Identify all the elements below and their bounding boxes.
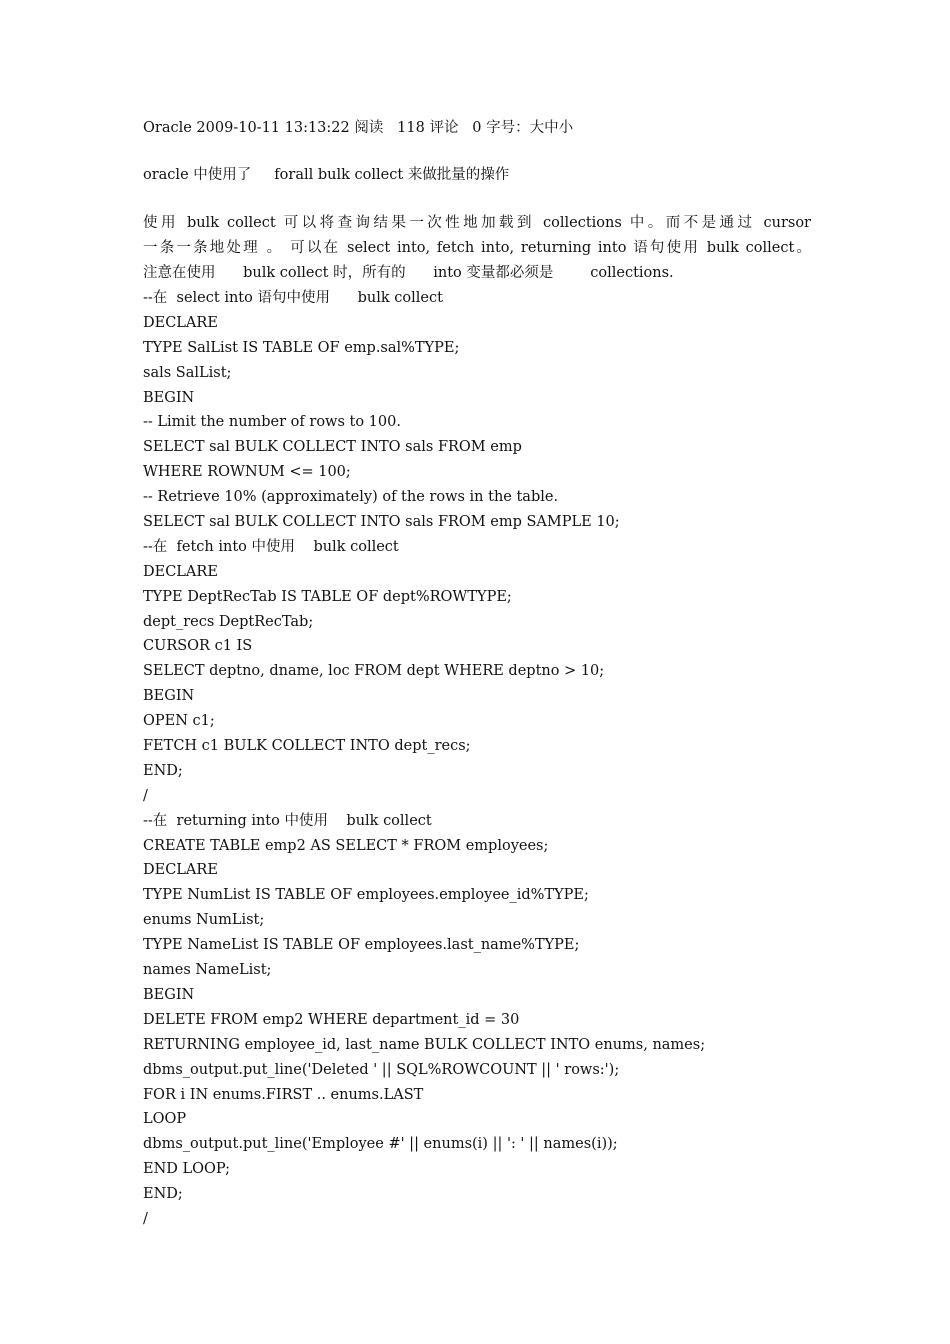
code-line: names NameList;	[143, 962, 272, 979]
intro-line: 一条一条地处理 。 可以在 select into, fetch into, returning into 语句使用 bulk collect。	[143, 240, 811, 256]
code-line: END;	[143, 762, 183, 779]
code-line: /	[143, 1210, 148, 1227]
code-line: sals SalList;	[143, 364, 232, 381]
code-line: CURSOR c1 IS	[143, 638, 253, 655]
code-line: TYPE NameList IS TABLE OF employees.last_name%TYPE;	[143, 937, 580, 954]
code-line: WHERE ROWNUM <= 100;	[143, 464, 351, 481]
code-line: --在 returning into 中使用 bulk collect	[143, 812, 432, 829]
code-line: -- Retrieve 10% (approximately) of the rows in the table.	[143, 489, 559, 506]
code-line: TYPE NumList IS TABLE OF employees.employee_id%TYPE;	[143, 887, 589, 904]
code-line: LOOP	[143, 1111, 187, 1128]
code-line: FETCH c1 BULK COLLECT INTO dept_recs;	[143, 738, 471, 755]
code-line: SELECT sal BULK COLLECT INTO sals FROM emp	[143, 439, 522, 456]
code-line: dbms_output.put_line('Employee #' || enums(i) || ': ' || names(i));	[143, 1136, 618, 1153]
code-line: BEGIN	[143, 389, 195, 406]
code-line: OPEN c1;	[143, 713, 215, 730]
code-block	[143, 286, 705, 1232]
code-line: TYPE SalList IS TABLE OF emp.sal%TYPE;	[143, 339, 460, 356]
code-line: DELETE FROM emp2 WHERE department_id = 30	[143, 1011, 520, 1028]
code-line: BEGIN	[143, 986, 195, 1003]
code-line: dept_recs DeptRecTab;	[143, 613, 314, 630]
intro-line: 使用 bulk collect 可以将查询结果一次性地加载到 collections 中。而不是通过 cursor	[143, 215, 811, 231]
code-line: dbms_output.put_line('Deleted ' || SQL%ROWCOUNT || ' rows:');	[143, 1061, 620, 1078]
code-line: END LOOP;	[143, 1161, 231, 1178]
code-line: SELECT deptno, dname, loc FROM dept WHERE deptno > 10;	[143, 663, 605, 680]
code-line: -- Limit the number of rows to 100.	[143, 414, 401, 431]
post-meta-line: Oracle 2009-10-11 13:13:22 阅读 118 评论 0 字号：大中小	[143, 120, 574, 136]
code-line: enums NumList;	[143, 912, 265, 929]
code-line: CREATE TABLE emp2 AS SELECT * FROM employees;	[143, 837, 549, 854]
code-line: TYPE DeptRecTab IS TABLE OF dept%ROWTYPE;	[143, 588, 512, 605]
code-line: --在 fetch into 中使用 bulk collect	[143, 538, 399, 555]
intro-line: 注意在使用 bulk collect 时，所有的 into 变量都必须是 collections.	[143, 265, 674, 281]
code-line: DECLARE	[143, 314, 218, 331]
code-line: /	[143, 787, 148, 804]
code-line: DECLARE	[143, 563, 218, 580]
code-line: RETURNING employee_id, last_name BULK COLLECT INTO enums, names;	[143, 1036, 706, 1053]
code-line: SELECT sal BULK COLLECT INTO sals FROM emp SAMPLE 10;	[143, 514, 620, 531]
code-line: BEGIN	[143, 688, 195, 705]
code-line: --在 select into 语句中使用 bulk collect	[143, 290, 443, 306]
code-line: DECLARE	[143, 862, 218, 879]
post-title: oracle 中使用了 forall bulk collect 来做批量的操作	[143, 167, 510, 183]
code-line: FOR i IN enums.FIRST .. enums.LAST	[143, 1086, 424, 1103]
code-line: END;	[143, 1186, 183, 1203]
intro-paragraph	[143, 211, 811, 286]
